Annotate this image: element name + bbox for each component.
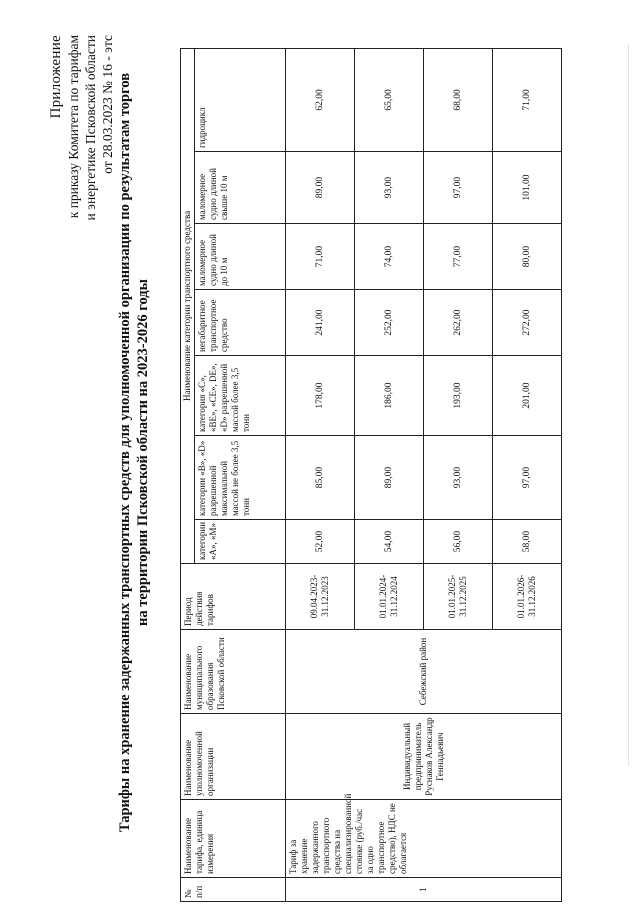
header-municipality: Наименование муниципального образования Псковской области bbox=[181, 630, 286, 714]
value-cell: 71,00 bbox=[493, 48, 562, 151]
table-header-row bbox=[181, 48, 195, 901]
period-cell: 01.01.2025-31.12.2025 bbox=[424, 564, 493, 630]
appendix-block bbox=[48, 35, 116, 345]
header-category-oversized: негабаритное транспортное средство bbox=[195, 290, 286, 356]
value-cell: 178,00 bbox=[286, 356, 355, 436]
document-title-line-2: на территории Псковской области на 2023-2026 годы bbox=[135, 279, 151, 626]
header-category-small-boat-over-10m: маломерное судно длиной свыше 10 м bbox=[195, 152, 286, 224]
value-cell: 262,00 bbox=[424, 290, 493, 356]
appendix-line-1: к приказу Комитета по тарифам bbox=[66, 35, 81, 219]
value-cell: 97,00 bbox=[493, 436, 562, 520]
header-organization: Наименование уполномоченной организации bbox=[181, 714, 286, 800]
row-municipality: Себежский район bbox=[286, 630, 562, 714]
value-cell: 97,00 bbox=[424, 152, 493, 224]
value-cell: 68,00 bbox=[424, 48, 493, 151]
header-category-am: категории «А», «М» bbox=[195, 520, 286, 564]
appendix-line-2: и энергетике Псковской области bbox=[83, 35, 98, 221]
value-cell: 89,00 bbox=[355, 436, 424, 520]
header-category-jetski: гидроцикл bbox=[195, 48, 286, 151]
appendix-title: Приложение bbox=[48, 35, 64, 119]
header-category-bd-light: категории «В», «D» разрешенной максимальной массой не более 3,5 тонн bbox=[195, 436, 286, 520]
tariff-table bbox=[180, 48, 562, 902]
value-cell: 58,00 bbox=[493, 520, 562, 564]
value-cell: 54,00 bbox=[355, 520, 424, 564]
value-cell: 71,00 bbox=[286, 224, 355, 290]
header-category-small-boat-up-to-10m: маломерное судно длиной до 10 м bbox=[195, 224, 286, 290]
value-cell: 62,00 bbox=[286, 48, 355, 151]
value-cell: 193,00 bbox=[424, 356, 493, 436]
header-category-heavy: категория «С», «ВЕ», «СЕ», DE», «D» разрешенной массой более 3,5 тонн bbox=[195, 356, 286, 436]
period-cell: 01.01.2024-31.12.2024 bbox=[355, 564, 424, 630]
document-title-line-1: Тарифы на хранение задержанных транспортных средств для уполномоченной организации по результатам торгов bbox=[117, 72, 133, 833]
period-cell: 09.04.2023-31.12.2023 bbox=[286, 564, 355, 630]
value-cell: 89,00 bbox=[286, 152, 355, 224]
document-title bbox=[116, 30, 152, 875]
table-row bbox=[286, 48, 355, 901]
value-cell: 272,00 bbox=[493, 290, 562, 356]
value-cell: 93,00 bbox=[355, 152, 424, 224]
value-cell: 241,00 bbox=[286, 290, 355, 356]
value-cell: 56,00 bbox=[424, 520, 493, 564]
header-no: № п/п bbox=[181, 878, 286, 902]
value-cell: 65,00 bbox=[355, 48, 424, 151]
header-period: Период действия тарифов bbox=[181, 564, 286, 630]
value-cell: 101,00 bbox=[493, 152, 562, 224]
header-tariff-name: Наименование тарифа, единица измерения bbox=[181, 800, 286, 878]
scan-edge-line bbox=[628, 45, 629, 765]
value-cell: 201,00 bbox=[493, 356, 562, 436]
value-cell: 80,00 bbox=[493, 224, 562, 290]
appendix-line-3: от 28.03.2023 № 16 - этс bbox=[100, 35, 115, 174]
row-number: 1 bbox=[286, 878, 562, 902]
value-cell: 85,00 bbox=[286, 436, 355, 520]
period-cell: 01.01.2026-31.12.2026 bbox=[493, 564, 562, 630]
value-cell: 252,00 bbox=[355, 290, 424, 356]
value-cell: 52,00 bbox=[286, 520, 355, 564]
row-organization: Индивидуальный предприниматель Руснаков Александр Геннадьевич bbox=[286, 714, 562, 800]
value-cell: 186,00 bbox=[355, 356, 424, 436]
header-category-group: Наименование категории транспортного средства bbox=[181, 48, 195, 563]
value-cell: 93,00 bbox=[424, 436, 493, 520]
value-cell: 77,00 bbox=[424, 224, 493, 290]
row-tariff-name: Тариф за хранение задержанного транспортного средства на специализированной стоянке (руб./час за одно транспортное средство), НДС не облагается bbox=[286, 800, 562, 878]
value-cell: 74,00 bbox=[355, 224, 424, 290]
